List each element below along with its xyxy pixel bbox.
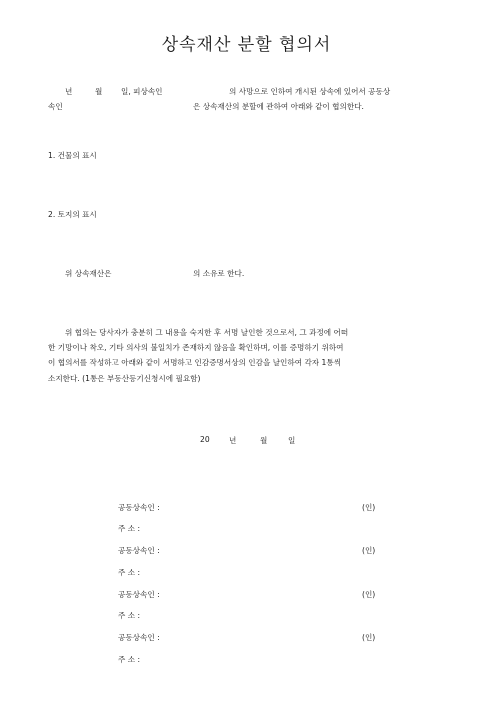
signatory-1-seal: (인) xyxy=(362,503,376,512)
signatory-1-heir-label: 공동상속인 : xyxy=(118,503,160,512)
section-land-heading: 2. 토지의 표시 xyxy=(48,210,97,219)
ownership-line-end: 의 소유로 한다. xyxy=(193,269,245,278)
intro-year-label: 년 xyxy=(65,87,73,96)
closing-line-3: 이 협의서를 작성하고 아래와 같이 서명하고 인감증명서상의 인감을 날인하여 각자 1통씩 xyxy=(48,358,342,367)
closing-line-2: 한 기망이나 착오, 기타 의사의 불일치가 존재하지 않음을 확인하며, 이를 증명하기 위하여 xyxy=(48,343,344,352)
signatory-1-address-label: 주 소 : xyxy=(118,524,141,533)
intro-line1-text: 의 사망으로 인하여 개시된 상속에 있어서 공동상 xyxy=(229,87,391,96)
ownership-line-start: 위 상속재산은 xyxy=(65,269,112,278)
intro-day-decedent-label: 일, 피상속인 xyxy=(121,87,163,96)
signatory-2-seal: (인) xyxy=(362,546,376,555)
signatory-2-address-label: 주 소 : xyxy=(118,568,141,577)
signatory-4-address-label: 주 소 : xyxy=(118,655,141,664)
closing-line-1: 위 협의는 당사자가 충분히 그 내용을 숙지한 후 서명 날인한 것으로서, 그 과정에 어떠 xyxy=(65,328,349,337)
signatory-3-seal: (인) xyxy=(362,590,376,599)
section-building-heading: 1. 건물의 표시 xyxy=(48,151,97,160)
date-month-label: 월 xyxy=(260,436,268,445)
signatory-3-heir-label: 공동상속인 : xyxy=(118,590,160,599)
signatory-4-seal: (인) xyxy=(362,633,376,642)
signatory-2-heir-label: 공동상속인 : xyxy=(118,546,160,555)
signatory-3-address-label: 주 소 : xyxy=(118,611,141,620)
date-day-label: 일 xyxy=(288,436,296,445)
date-year-label: 년 xyxy=(229,436,237,445)
signatory-4-heir-label: 공동상속인 : xyxy=(118,633,160,642)
intro-line2-text: 은 상속재산의 분할에 관하여 아래와 같이 협의한다. xyxy=(193,102,364,111)
closing-line-4: 소지한다. (1통은 부동산등기신청시에 필요함) xyxy=(48,374,201,383)
date-century: 20 xyxy=(200,435,210,444)
document-title: 상속재산 분할 협의서 xyxy=(161,35,332,55)
intro-month-label: 월 xyxy=(95,87,103,96)
intro-heir-label: 속인 xyxy=(48,102,63,111)
